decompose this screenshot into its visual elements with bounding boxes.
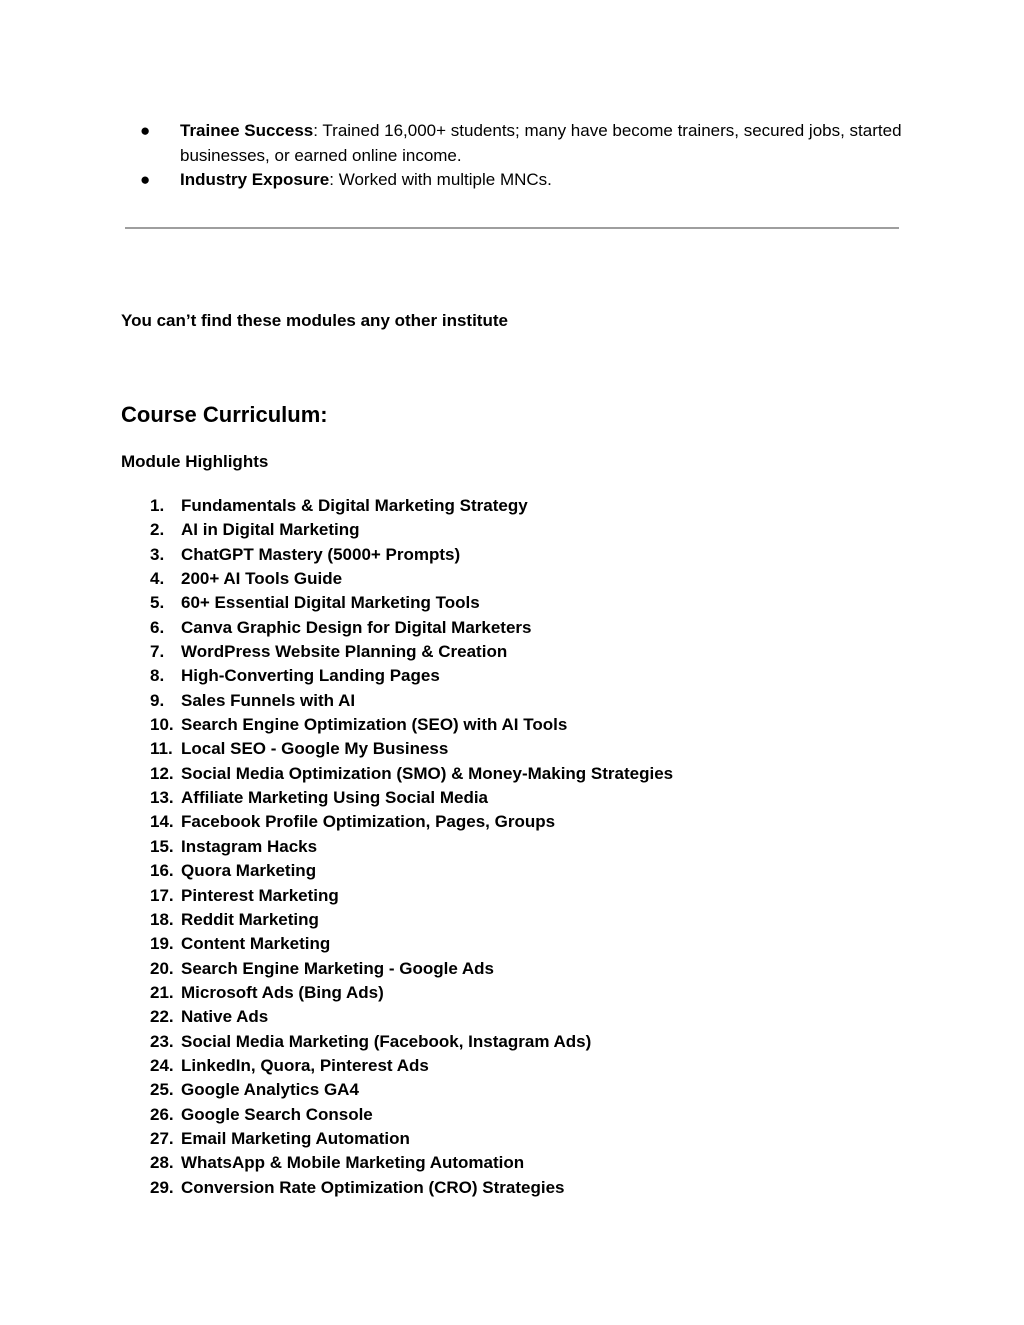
module-item: [150, 1176, 673, 1200]
module-label: Google Analytics GA4: [181, 1080, 359, 1100]
module-item: [150, 737, 673, 761]
module-number: 25.: [150, 1080, 174, 1100]
module-number: 5.: [150, 593, 165, 613]
module-label: Search Engine Marketing - Google Ads: [181, 958, 494, 978]
module-item: [150, 810, 673, 834]
module-item: [150, 786, 673, 810]
module-number: 20.: [150, 958, 174, 978]
module-number: 7.: [150, 642, 165, 662]
module-number: 28.: [150, 1153, 174, 1173]
module-number: 27.: [150, 1128, 174, 1148]
tagline: You can’t find these modules any other institute: [121, 311, 508, 330]
module-number: 3.: [150, 544, 165, 564]
module-item: [150, 518, 673, 542]
module-label: Content Marketing: [181, 934, 331, 954]
module-item: [150, 932, 673, 956]
module-item: [150, 664, 673, 688]
horizontal-divider: [125, 227, 899, 229]
module-item: [150, 835, 673, 859]
module-item: [150, 591, 673, 615]
module-number: 9.: [150, 690, 165, 710]
module-number: 15.: [150, 836, 174, 856]
module-label: Local SEO - Google My Business: [181, 739, 449, 759]
module-number: 19.: [150, 934, 174, 954]
module-number: 10.: [150, 715, 174, 735]
module-item: [150, 543, 673, 567]
module-label: 200+ AI Tools Guide: [181, 569, 343, 589]
achievements-list: [140, 119, 910, 193]
module-number: 11.: [150, 739, 173, 759]
module-item: [150, 689, 673, 713]
module-label: WordPress Website Planning & Creation: [181, 642, 508, 662]
module-label: Canva Graphic Design for Digital Marketers: [181, 617, 532, 637]
module-item: [150, 713, 673, 737]
module-label: High-Converting Landing Pages: [181, 666, 440, 686]
bullet-text: : Worked with multiple MNCs.: [329, 170, 552, 189]
module-label: Social Media Marketing (Facebook, Instagram Ads): [181, 1031, 592, 1051]
module-label: Reddit Marketing: [181, 909, 319, 929]
bullet-text: : Trained 16,000+ students; many have become trainers, secured jobs, started businesses, or earned online income.: [180, 121, 902, 165]
module-label: Social Media Optimization (SMO) & Money-Making Strategies: [181, 763, 674, 783]
module-number: 23.: [150, 1031, 174, 1051]
bullet-icon: ●: [140, 170, 151, 189]
module-item: [150, 1103, 673, 1127]
bullet-icon: ●: [140, 121, 151, 140]
module-number: 17.: [150, 885, 174, 905]
module-label: Quora Marketing: [181, 861, 317, 881]
module-number: 16.: [150, 861, 174, 881]
module-number: 18.: [150, 909, 174, 929]
module-item: [150, 567, 673, 591]
module-label: 60+ Essential Digital Marketing Tools: [181, 593, 480, 613]
module-number: 1.: [150, 496, 165, 515]
module-label: Native Ads: [181, 1007, 269, 1027]
module-item: [150, 1151, 673, 1175]
module-number: 2.: [150, 520, 165, 540]
module-item: [150, 1127, 673, 1151]
bullet-term: Industry Exposure: [180, 170, 330, 189]
module-label: Conversion Rate Optimization (CRO) Strategies: [181, 1177, 565, 1197]
module-number: 13.: [150, 788, 174, 808]
module-label: Sales Funnels with AI: [181, 690, 356, 710]
module-label: WhatsApp & Mobile Marketing Automation: [181, 1153, 525, 1173]
module-item: [150, 762, 673, 786]
module-number: 26.: [150, 1104, 174, 1124]
module-label: Affiliate Marketing Using Social Media: [181, 788, 489, 808]
module-number: 6.: [150, 617, 165, 637]
module-number: 24.: [150, 1055, 174, 1075]
module-item: [150, 908, 673, 932]
module-label: Email Marketing Automation: [181, 1128, 410, 1148]
module-item: [150, 616, 673, 640]
module-item: [150, 884, 673, 908]
section-heading: Course Curriculum:: [121, 402, 328, 427]
module-item: [150, 1030, 673, 1054]
module-item: [150, 1078, 673, 1102]
module-item: [150, 494, 673, 518]
module-list: [150, 494, 673, 1200]
module-number: 8.: [150, 666, 165, 686]
module-label: Microsoft Ads (Bing Ads): [181, 982, 384, 1002]
section-subheading: Module Highlights: [121, 452, 269, 471]
module-label: Instagram Hacks: [181, 836, 318, 856]
module-label: ChatGPT Mastery (5000+ Prompts): [181, 544, 461, 564]
module-number: 12.: [150, 763, 174, 783]
module-number: 14.: [150, 812, 174, 832]
module-label: Search Engine Optimization (SEO) with AI Tools: [181, 715, 568, 735]
module-item: [150, 1005, 673, 1029]
module-label: AI in Digital Marketing: [181, 520, 360, 540]
module-label: Fundamentals & Digital Marketing Strategy: [181, 496, 528, 515]
module-number: 4.: [150, 569, 165, 589]
module-item: [150, 981, 673, 1005]
module-label: Facebook Profile Optimization, Pages, Groups: [181, 812, 556, 832]
module-item: [150, 859, 673, 883]
module-label: Pinterest Marketing: [181, 885, 339, 905]
bullet-term: Trainee Success: [180, 121, 314, 140]
module-item: [150, 1054, 673, 1078]
module-number: 21.: [150, 982, 174, 1002]
module-item: [150, 957, 673, 981]
list-item: [140, 168, 910, 193]
module-item: [150, 640, 673, 664]
module-label: LinkedIn, Quora, Pinterest Ads: [181, 1055, 429, 1075]
module-label: Google Search Console: [181, 1104, 373, 1124]
module-number: 29.: [150, 1177, 174, 1197]
list-item: [140, 119, 910, 168]
module-number: 22.: [150, 1007, 174, 1027]
